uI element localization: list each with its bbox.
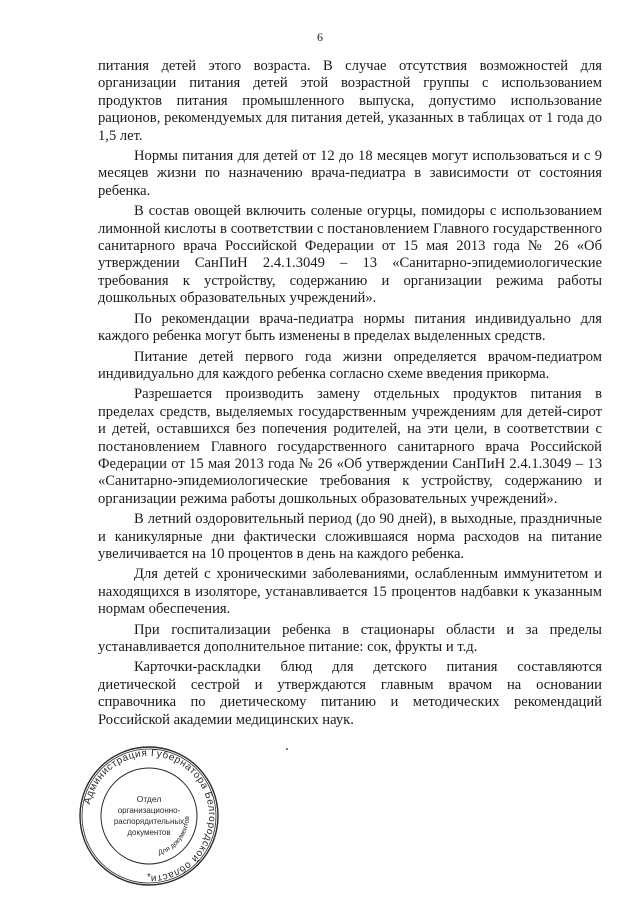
- paragraph-6: В летний оздоровительный период (до 90 дней), в выходные, праздничные и каникулярные дни фактически сложившаяся норма расходов на питание увеличивается на 10 процентов в день на каждого ребенка.: [98, 511, 602, 562]
- stamp-center-line-0: Отдел: [136, 794, 162, 804]
- paragraph-0: питания детей этого возраста. В случае отсутствия возможностей для организации питания детей этой возрастной группы с использованием продуктов питания промышленного выпуска, допустимо использование рационов, рекомендуемых для питания детей, указанных в таблицах от 1 года до 1,5 лет.: [98, 58, 602, 144]
- stamp-center-line-1: организационно-: [117, 806, 181, 815]
- paragraph-8: При госпитализации ребенка в стационары области и за пределы устанавливается дополнительное питание: сок, фрукты и т.д.: [98, 621, 602, 655]
- paragraph-7: Для детей с хроническими заболеваниями, ослабленным иммунитетом и находящихся в изоляторе, устанавливается 15 процентов надбавки к указанным нормам обеспечения.: [98, 566, 602, 618]
- stamp-center-line-3: документов: [127, 828, 171, 837]
- stamp-outer-ring-text: Администрация Губернатора Белгородской области: [82, 747, 218, 885]
- scan-speck: [286, 748, 288, 750]
- paragraph-1: Нормы питания для детей от 12 до 18 месяцев могут использоваться и с 9 месяцев жизни по назначению врача-педиатра в зависимости от состояния ребенка.: [98, 148, 602, 199]
- paragraph-3: По рекомендации врача-педиатра нормы питания индивидуально для каждого ребенка могут быть изменены в пределах выделенных средств.: [98, 310, 602, 345]
- document-body: [98, 58, 602, 732]
- stamp-star-icon: *: [147, 872, 151, 883]
- official-stamp: [78, 745, 220, 887]
- stamp-center-line-2: распорядительных: [113, 817, 185, 826]
- page-number: 6: [317, 30, 323, 44]
- stamp-inner-ring-text: Для документов: [157, 815, 192, 857]
- paragraph-4: Питание детей первого года жизни определяется врачом-педиатром индивидуально для каждого ребенка согласно схеме введения прикорма.: [98, 348, 602, 382]
- paragraph-9: Карточки-раскладки блюд для детского питания составляются диетической сестрой и утверждаются главным врачом на основании справочника по диетическому питанию и методических рекомендаций Российской академии медицинских наук.: [98, 659, 602, 728]
- paragraph-5: Разрешается производить замену отдельных продуктов питания в пределах средств, выделяемых государственным учреждениям для детей-сирот и детей, оставшихся без попечения родителей, на эти цели, в соответствии с постановлением Главного государственного санитарного врача Российской Федерации от 15 мая 2013 года № 26 «Об утверждении СанПиН 2.4.1.3049 – 13 «Санитарно-эпидемиологические требования к устройству, содержанию и организации режима работы дошкольных образовательных учреждений».: [98, 386, 602, 507]
- paragraph-2: В состав овощей включить соленые огурцы, помидоры с использованием лимонной кислоты в соответствии с постановлением Главного государственного санитарного врача Российской Федерации от 15 мая 2013 года № 26 «Об утверждении СанПиН 2.4.1.3049 – 13 «Санитарно-эпидемиологические требования к устройству, содержанию и организации режима работы дошкольных образовательных учреждений».: [98, 203, 602, 307]
